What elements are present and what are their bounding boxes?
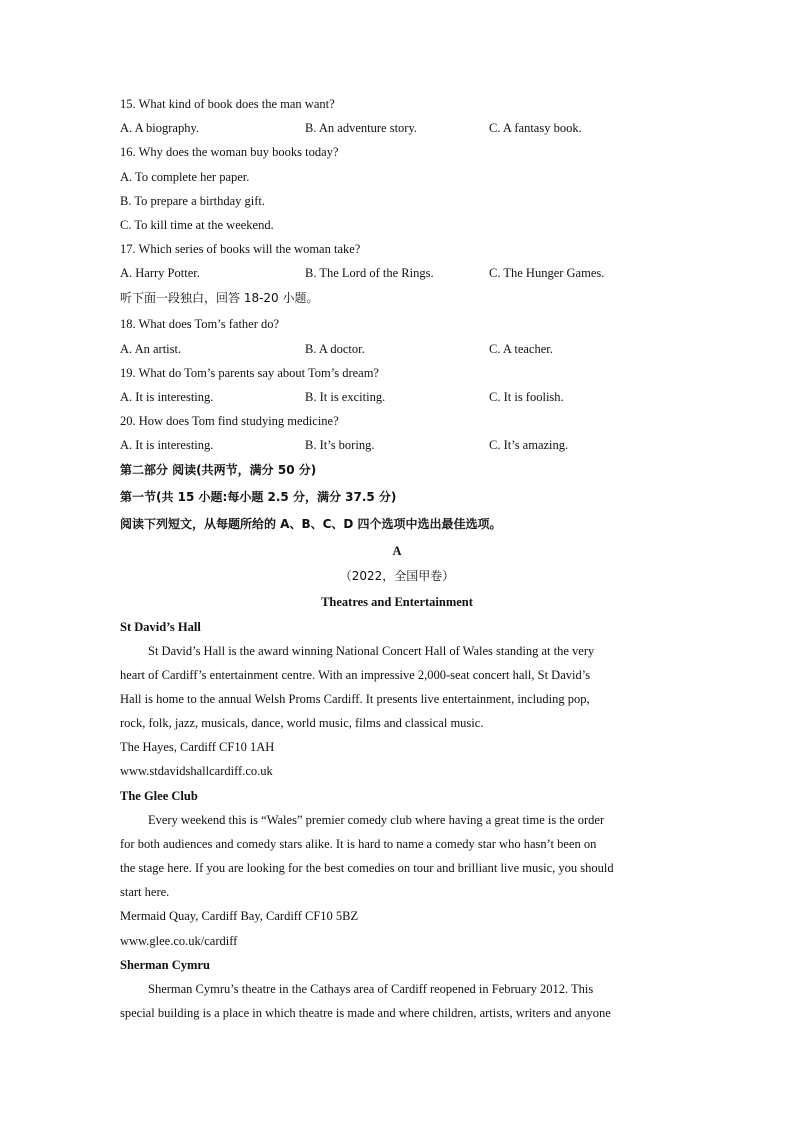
q20-option-a: A. It is interesting. (120, 438, 214, 452)
passage-title: Theatres and Entertainment (321, 595, 473, 609)
venue-text-line: Every weekend this is “Wales” premier comedy club where having a great time is the order (148, 813, 605, 827)
venue-text-line: heart of Cardiff’s entertainment centre. With an impressive 2,000-seat concert hall, St David’s (120, 668, 591, 682)
q18-option-a: A. An artist. (120, 342, 182, 356)
q19-option-b: B. It is exciting. (305, 390, 386, 404)
venue-address: Mermaid Quay, Cardiff Bay, Cardiff CF10 5BZ (120, 909, 359, 923)
q18-option-c: C. A teacher. (489, 342, 553, 356)
venue-text-line: for both audiences and comedy stars alike. It is hard to name a comedy star who hasn’t been on (120, 837, 597, 851)
venue-name: St David’s Hall (120, 620, 201, 634)
passage-label: A (392, 544, 402, 558)
question-15: 15. What kind of book does the man want? (120, 97, 335, 111)
venue-text-line: the stage here. If you are looking for the best comedies on tour and brilliant live music, you should (120, 861, 614, 875)
venue-text-line: start here. (120, 885, 170, 899)
venue-text-line: Sherman Cymru’s theatre in the Cathays area of Cardiff reopened in February 2012. This (148, 982, 594, 996)
q20-option-b: B. It’s boring. (305, 438, 375, 452)
q19-option-c: C. It is foolish. (489, 390, 564, 404)
reading-instruction: 阅读下列短文，从每题所给的 A、B、C、D 四个选项中选出最佳选项。 (120, 517, 502, 531)
part2-heading: 第二部分 阅读(共两节，满分 50 分) (120, 463, 317, 477)
q18-option-b: B. A doctor. (305, 342, 365, 356)
question-20: 20. How does Tom find studying medicine? (120, 414, 339, 428)
venue-website: www.glee.co.uk/cardiff (120, 934, 238, 948)
question-18: 18. What does Tom’s father do? (120, 317, 280, 331)
venue-name: Sherman Cymru (120, 958, 210, 972)
question-17: 17. Which series of books will the woman take? (120, 242, 361, 256)
q15-option-b: B. An adventure story. (305, 121, 418, 135)
question-19: 19. What do Tom’s parents say about Tom’s dream? (120, 366, 379, 380)
q20-option-c: C. It’s amazing. (489, 438, 569, 452)
venue-text-line: St David’s Hall is the award winning National Concert Hall of Wales standing at the very (148, 644, 595, 658)
venue-name: The Glee Club (120, 789, 198, 803)
q16-option-a: A. To complete her paper. (120, 170, 250, 184)
q19-option-a: A. It is interesting. (120, 390, 214, 404)
venue-text-line: rock, folk, jazz, musicals, dance, world music, films and classical music. (120, 716, 484, 730)
venue-text-line: Hall is home to the annual Welsh Proms Cardiff. It presents live entertainment, including pop, (120, 692, 590, 706)
q16-option-b: B. To prepare a birthday gift. (120, 194, 266, 208)
q15-option-a: A. A biography. (120, 121, 200, 135)
venue-text-line: special building is a place in which theatre is made and where children, artists, writers and anyone (120, 1006, 611, 1020)
venue-website: www.stdavidshallcardiff.co.uk (120, 764, 273, 778)
section1-heading: 第一节(共 15 小题:每小题 2.5 分，满分 37.5 分) (120, 490, 397, 504)
monologue-instruction: 听下面一段独白，回答 18-20 小题。 (120, 291, 319, 305)
q17-option-a: A. Harry Potter. (120, 266, 200, 280)
passage-source: （2022，全国甲卷） (339, 569, 455, 583)
q16-option-c: C. To kill time at the weekend. (120, 218, 274, 232)
question-16: 16. Why does the woman buy books today? (120, 145, 339, 159)
venue-address: The Hayes, Cardiff CF10 1AH (120, 740, 275, 754)
q17-option-c: C. The Hunger Games. (489, 266, 605, 280)
q15-option-c: C. A fantasy book. (489, 121, 582, 135)
q17-option-b: B. The Lord of the Rings. (305, 266, 434, 280)
